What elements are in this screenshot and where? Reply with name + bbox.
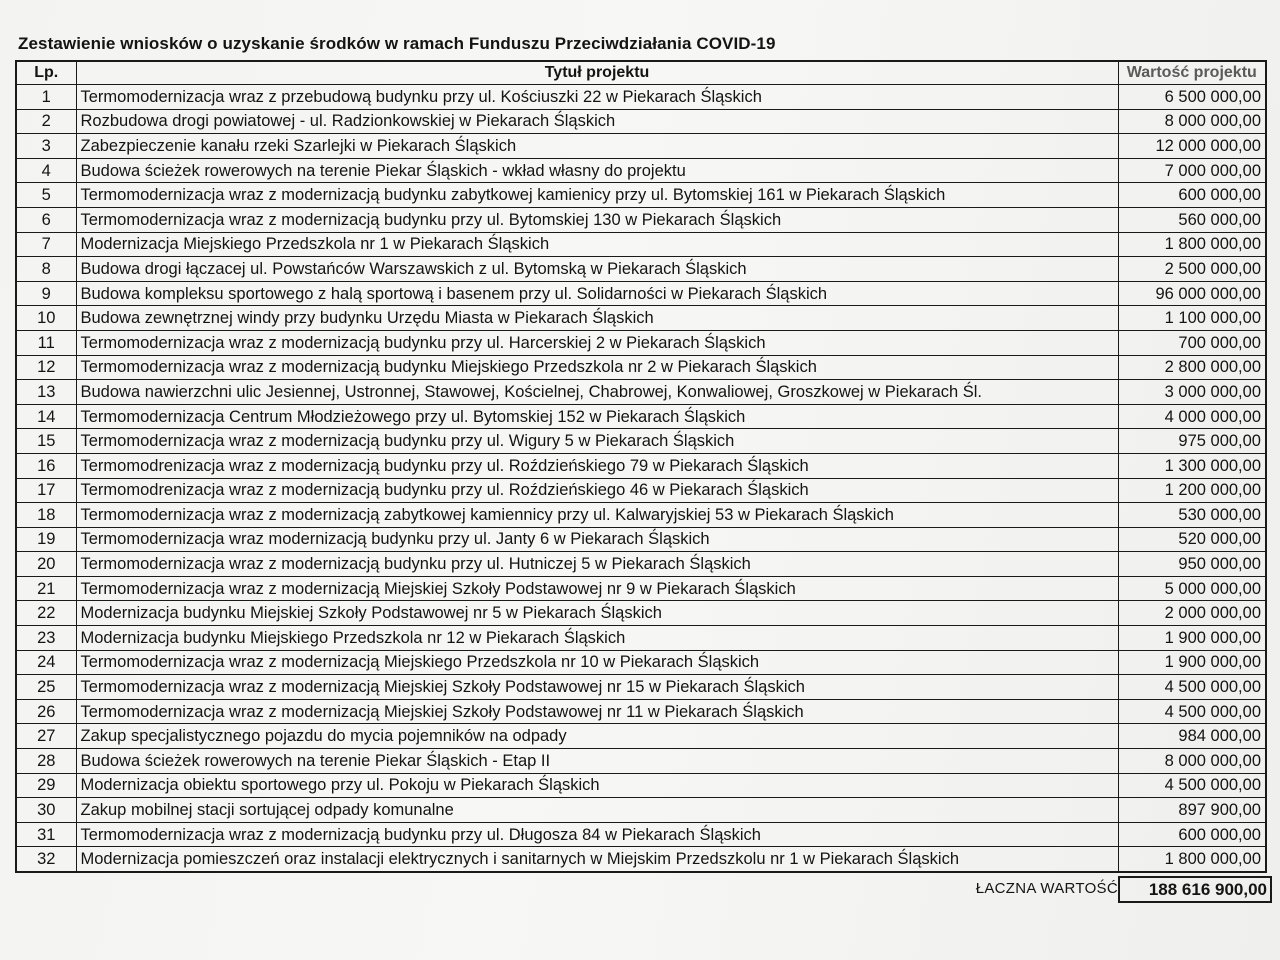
row-lp: 23 [16, 626, 76, 651]
row-title: Budowa nawierzchni ulic Jesiennej, Ustronnej, Stawowej, Kościelnej, Chabrowej, Konwaliowej, Groszkowej w Piekarach Śl. [76, 380, 1118, 405]
row-value: 897 900,00 [1118, 798, 1266, 823]
row-title: Budowa ścieżek rowerowych na terenie Piekar Śląskich - Etap II [76, 749, 1118, 774]
row-lp: 12 [16, 355, 76, 380]
table-row [16, 453, 1266, 478]
row-title: Termomodernizacja wraz modernizacją budynku przy ul. Janty 6 w Piekarach Śląskich [76, 527, 1118, 552]
row-value: 984 000,00 [1118, 724, 1266, 749]
row-title: Budowa ścieżek rowerowych na terenie Piekar Śląskich - wkład własny do projektu [76, 158, 1118, 183]
row-title: Budowa drogi łączacej ul. Powstańców Warszawskich z ul. Bytomską w Piekarach Śląskich [76, 257, 1118, 282]
table-row [16, 478, 1266, 503]
row-value: 2 500 000,00 [1118, 257, 1266, 282]
row-title: Termomodernizacja wraz z przebudową budynku przy ul. Kościuszki 22 w Piekarach Śląskich [76, 85, 1118, 110]
table-row [16, 207, 1266, 232]
table-row [16, 355, 1266, 380]
row-title: Modernizacja Miejskiego Przedszkola nr 1 w Piekarach Śląskich [76, 232, 1118, 257]
row-value: 1 900 000,00 [1118, 626, 1266, 651]
row-value: 1 100 000,00 [1118, 306, 1266, 331]
row-title: Modernizacja budynku Miejskiej Szkoły Podstawowej nr 5 w Piekarach Śląskich [76, 601, 1118, 626]
row-lp: 29 [16, 773, 76, 798]
row-value: 7 000 000,00 [1118, 158, 1266, 183]
table-row [16, 281, 1266, 306]
row-value: 4 500 000,00 [1118, 675, 1266, 700]
total-value: 188 616 900,00 [1118, 876, 1272, 903]
row-lp: 20 [16, 552, 76, 577]
row-title: Zabezpieczenie kanału rzeki Szarlejki w Piekarach Śląskich [76, 134, 1118, 159]
row-lp: 10 [16, 306, 76, 331]
row-value: 975 000,00 [1118, 429, 1266, 454]
row-title: Termomodernizacja wraz z modernizacją Miejskiej Szkoły Podstawowej nr 15 w Piekarach Śląskich [76, 675, 1118, 700]
row-lp: 26 [16, 699, 76, 724]
row-title: Termomodernizacja wraz z modernizacją budynku przy ul. Długosza 84 w Piekarach Śląskich [76, 822, 1118, 847]
table-row [16, 380, 1266, 405]
row-value: 3 000 000,00 [1118, 380, 1266, 405]
row-lp: 17 [16, 478, 76, 503]
row-lp: 16 [16, 453, 76, 478]
row-title: Budowa zewnętrznej windy przy budynku Urzędu Miasta w Piekarach Śląskich [76, 306, 1118, 331]
row-lp: 28 [16, 749, 76, 774]
row-lp: 18 [16, 503, 76, 528]
row-lp: 3 [16, 134, 76, 159]
row-title: Termomodernizacja wraz z modernizacją budynku przy ul. Wigury 5 w Piekarach Śląskich [76, 429, 1118, 454]
table-row [16, 109, 1266, 134]
table-row [16, 749, 1266, 774]
table-row [16, 257, 1266, 282]
row-value: 950 000,00 [1118, 552, 1266, 577]
row-value: 4 000 000,00 [1118, 404, 1266, 429]
table-row [16, 576, 1266, 601]
row-lp: 11 [16, 330, 76, 355]
row-value: 530 000,00 [1118, 503, 1266, 528]
row-value: 6 500 000,00 [1118, 85, 1266, 110]
row-value: 1 900 000,00 [1118, 650, 1266, 675]
row-title: Termomodernizacja Centrum Młodzieżowego przy ul. Bytomskiej 152 w Piekarach Śląskich [76, 404, 1118, 429]
table-row [16, 158, 1266, 183]
table-row [16, 773, 1266, 798]
row-title: Termomodernizacja wraz z modernizacją Miejskiej Szkoły Podstawowej nr 11 w Piekarach Śląskich [76, 699, 1118, 724]
row-lp: 25 [16, 675, 76, 700]
row-lp: 31 [16, 822, 76, 847]
table-header-row [16, 61, 1266, 85]
row-value: 12 000 000,00 [1118, 134, 1266, 159]
row-title: Rozbudowa drogi powiatowej - ul. Radzionkowskiej w Piekarach Śląskich [76, 109, 1118, 134]
row-title: Termomodrenizacja wraz z modernizacją budynku przy ul. Roździeńskiego 79 w Piekarach Śląskich [76, 453, 1118, 478]
row-value: 1 200 000,00 [1118, 478, 1266, 503]
table-row [16, 847, 1266, 872]
row-lp: 4 [16, 158, 76, 183]
row-value: 2 800 000,00 [1118, 355, 1266, 380]
table-row [16, 85, 1266, 110]
row-lp: 1 [16, 85, 76, 110]
row-value: 600 000,00 [1118, 822, 1266, 847]
column-header-value: Wartość projektu [1118, 61, 1266, 85]
column-header-lp: Lp. [16, 61, 76, 85]
table-row [16, 601, 1266, 626]
row-title: Termomodernizacja wraz z modernizacją budynku przy ul. Bytomskiej 130 w Piekarach Śląskich [76, 207, 1118, 232]
column-header-title: Tytuł projektu [76, 61, 1118, 85]
table-row [16, 527, 1266, 552]
table-row [16, 232, 1266, 257]
document-title: Zestawienie wniosków o uzyskanie środków w ramach Funduszu Przeciwdziałania COVID-19 [18, 34, 776, 53]
row-lp: 22 [16, 601, 76, 626]
table-row [16, 675, 1266, 700]
row-value: 5 000 000,00 [1118, 576, 1266, 601]
row-lp: 32 [16, 847, 76, 872]
row-lp: 14 [16, 404, 76, 429]
table-row [16, 503, 1266, 528]
row-title: Zakup specjalistycznego pojazdu do mycia pojemników na odpady [76, 724, 1118, 749]
row-lp: 9 [16, 281, 76, 306]
table-row [16, 404, 1266, 429]
row-value: 4 500 000,00 [1118, 699, 1266, 724]
row-title: Termomodernizacja wraz z modernizacją budynku Miejskiego Przedszkola nr 2 w Piekarach Śląskich [76, 355, 1118, 380]
row-title: Modernizacja budynku Miejskiego Przedszkola nr 12 w Piekarach Śląskich [76, 626, 1118, 651]
row-title: Termomodernizacja wraz z modernizacją Miejskiej Szkoły Podstawowej nr 9 w Piekarach Śląskich [76, 576, 1118, 601]
row-lp: 24 [16, 650, 76, 675]
table-row [16, 626, 1266, 651]
row-lp: 5 [16, 183, 76, 208]
row-value: 700 000,00 [1118, 330, 1266, 355]
row-title: Termomodrenizacja wraz z modernizacją budynku przy ul. Roździeńskiego 46 w Piekarach Śląskich [76, 478, 1118, 503]
row-value: 520 000,00 [1118, 527, 1266, 552]
row-value: 8 000 000,00 [1118, 109, 1266, 134]
table-row [16, 724, 1266, 749]
row-value: 8 000 000,00 [1118, 749, 1266, 774]
row-title: Termomodernizacja wraz z modernizacją budynku zabytkowej kamienicy przy ul. Bytomskiej 161 w Piekarach Śląskich [76, 183, 1118, 208]
row-title: Termomodernizacja wraz z modernizacją zabytkowej kamiennicy przy ul. Kalwaryjskiej 53 w Piekarach Śląskich [76, 503, 1118, 528]
row-lp: 2 [16, 109, 76, 134]
table-row [16, 306, 1266, 331]
row-value: 96 000 000,00 [1118, 281, 1266, 306]
row-title: Zakup mobilnej stacji sortującej odpady komunalne [76, 798, 1118, 823]
projects-table [15, 60, 1267, 873]
row-title: Modernizacja obiektu sportowego przy ul. Pokoju w Piekarach Śląskich [76, 773, 1118, 798]
row-title: Budowa kompleksu sportowego z halą sportową i basenem przy ul. Solidarności w Piekarach Śląskich [76, 281, 1118, 306]
row-lp: 13 [16, 380, 76, 405]
row-title: Termomodernizacja wraz z modernizacją Miejskiego Przedszkola nr 10 w Piekarach Śląskich [76, 650, 1118, 675]
table-row [16, 552, 1266, 577]
row-lp: 21 [16, 576, 76, 601]
table-row [16, 822, 1266, 847]
row-title: Termomodernizacja wraz z modernizacją budynku przy ul. Harcerskiej 2 w Piekarach Śląskich [76, 330, 1118, 355]
table-row [16, 429, 1266, 454]
row-value: 600 000,00 [1118, 183, 1266, 208]
row-value: 560 000,00 [1118, 207, 1266, 232]
row-lp: 7 [16, 232, 76, 257]
row-lp: 30 [16, 798, 76, 823]
row-value: 2 000 000,00 [1118, 601, 1266, 626]
table-row [16, 183, 1266, 208]
table-row [16, 330, 1266, 355]
row-lp: 19 [16, 527, 76, 552]
row-title: Modernizacja pomieszczeń oraz instalacji elektrycznych i sanitarnych w Miejskim Przedszkolu nr 1 w Piekarach Śląskich [76, 847, 1118, 872]
row-title: Termomodernizacja wraz z modernizacją budynku przy ul. Hutniczej 5 w Piekarach Śląskich [76, 552, 1118, 577]
row-lp: 15 [16, 429, 76, 454]
row-value: 4 500 000,00 [1118, 773, 1266, 798]
total-label: ŁACZNA WARTOŚĆ [975, 880, 1118, 897]
row-lp: 8 [16, 257, 76, 282]
row-lp: 6 [16, 207, 76, 232]
table-row [16, 650, 1266, 675]
row-value: 1 300 000,00 [1118, 453, 1266, 478]
row-lp: 27 [16, 724, 76, 749]
table-row [16, 134, 1266, 159]
table-row [16, 699, 1266, 724]
table-row [16, 798, 1266, 823]
row-value: 1 800 000,00 [1118, 232, 1266, 257]
row-value: 1 800 000,00 [1118, 847, 1266, 872]
